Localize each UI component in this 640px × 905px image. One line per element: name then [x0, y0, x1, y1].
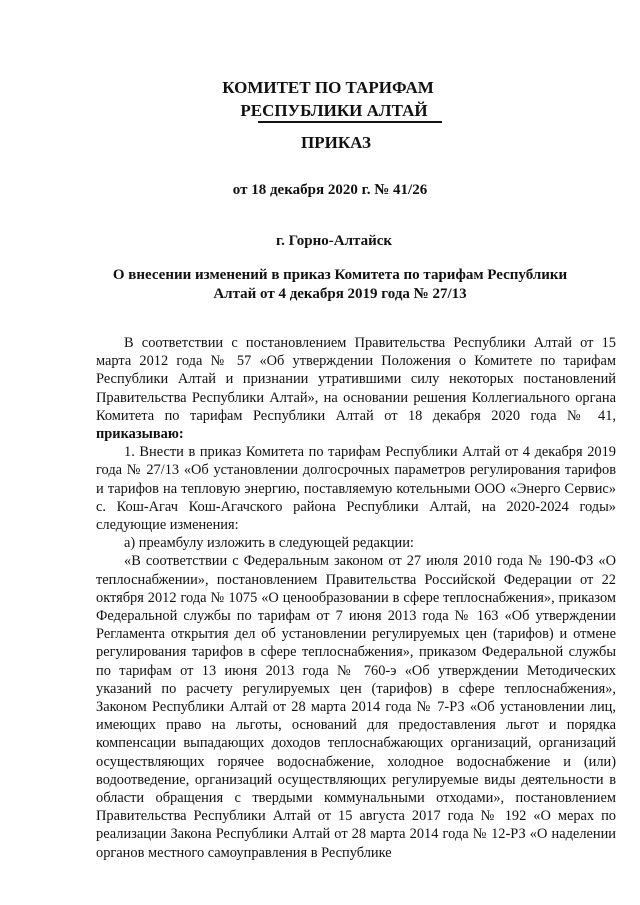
preamble-text: В соответствии с постановлением Правительства Республики Алтай от 15 марта 2012 года № 57 «Об утверждении Положения о Комитете по тарифам Республики Алтай и признании утратившими силу некоторых постановлений Правительства Республики Алтай», на основании решения Коллегиального органа Комитета по тарифам Республики Алтай от 18 декабря 2020 года № 41, — [96, 335, 616, 424]
subject-line2: Алтай от 4 декабря 2019 года № 27/13 — [213, 286, 467, 302]
new-preamble-paragraph: «В соответствии с Федеральным законом от 27 июля 2010 года № 190-ФЗ «О теплоснабжении», постановлением Правительства Российской Федерации от 22 октября 2012 года № 1075 «О ценообразовании в сфере теплоснабжения», приказом Федеральной службы по тарифам от 7 июня 2013 года № 163 «Об утверждении Регламента открытия дел об установлении регулируемых цен (тарифов) и отмене регулирования тарифов в сфере теплоснабжения», приказом Федеральной службы по тарифам от 13 июня 2013 года № 760-э «Об утверждении Методических указаний по расчету регулируемых цен (тарифов) в сфере теплоснабжения», Законом Республики Алтай от 28 марта 2014 года № 7-РЗ «Об установлении лиц, имеющих право на льготы, оснований для предоставления льгот и порядка компенсации выпадающих доходов теплоснабжающих организаций, организаций осуществляющих горячее водоснабжение, холодное водоснабжение и (или) водоотведение, организаций осуществляющих регулируемые виды деятельности в области обращения с твердыми коммунальными отходами», постановлением Правительства Республики Алтай от 15 августа 2017 года № 192 «О мерах по реализации Закона Республики Алтай от 28 марта 2014 года № 12-РЗ «О наделении органов местного самоуправления в Республике — [96, 553, 616, 861]
preamble-paragraph — [96, 334, 616, 443]
order-subject — [90, 266, 590, 304]
order-keyword: приказываю: — [96, 426, 184, 443]
header-underline — [258, 121, 442, 123]
order-body — [96, 334, 616, 862]
city: г. Горно-Алтайск — [275, 233, 393, 249]
org-name-line1: КОМИТЕТ ПО ТАРИФАМ — [222, 78, 434, 97]
subitem-a-paragraph: а) преамбулу изложить в следующей редакции: — [124, 535, 414, 552]
order-date-number: от 18 декабря 2020 г. № 41/26 — [232, 182, 428, 198]
item-1-paragraph: 1. Внести в приказ Комитета по тарифам Республики Алтай от 4 декабря 2019 года № 27/13 «Об установлении долгосрочных параметров регулирования тарифов и тарифов на тепловую энергию, поставляемую котельными ООО «Энерго Сервис» с. Кош-Агач Кош-Агачского района Республики Алтай, на 2020-2024 годы» следующие изменения: — [96, 444, 616, 534]
org-name-line2: РЕСПУБЛИКИ АЛТАЙ — [240, 101, 428, 120]
subject-line1: О внесении изменений в приказ Комитета по тарифам Республики — [112, 267, 568, 283]
document-type: ПРИКАЗ — [301, 133, 371, 152]
